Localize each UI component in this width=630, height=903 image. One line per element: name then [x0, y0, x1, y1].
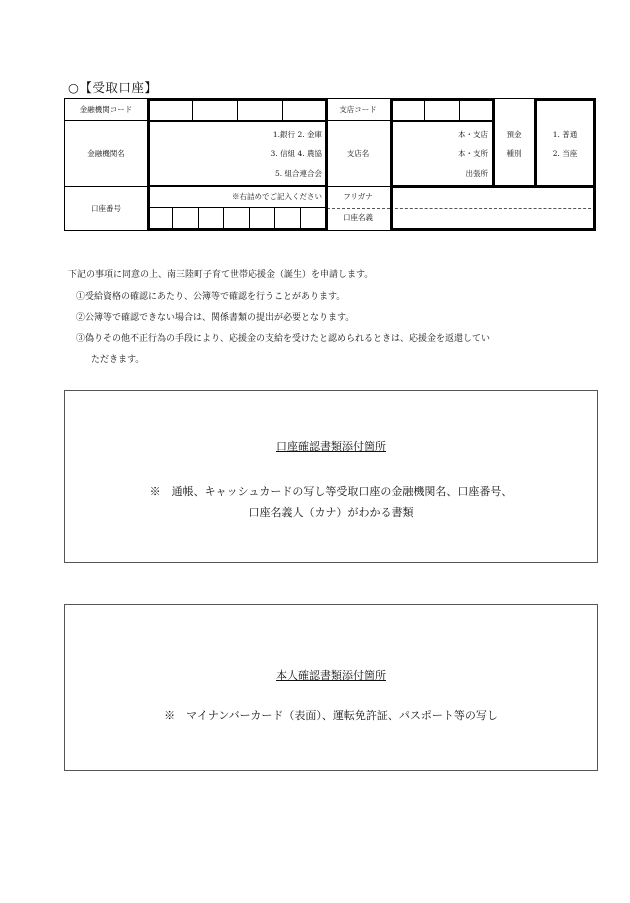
branch-name-label: 支店名	[346, 149, 370, 158]
account-document-desc-1: ※ 通帳、キャッシュカードの写し等受取口座の金融機関名、口座番号、	[149, 485, 513, 498]
section-title: ○【受取口座】	[68, 80, 158, 95]
bank-name-label: 金融機関名	[87, 149, 125, 158]
deposit-type-current: 2. 当座	[552, 149, 578, 158]
account-number-note: ※右詰めでご記入ください	[232, 192, 322, 201]
deposit-type-label-2: 種別	[506, 149, 522, 158]
id-document-desc: ※ マイナンバーカード（表面）、運転免許証、パスポート等の写し	[164, 709, 498, 722]
consent-item-2: ②公簿等で確認できない場合は、関係書類の提出が必要となります。	[76, 313, 355, 323]
account-document-desc-2: 口座名義人（カナ）がわかる書類	[248, 506, 414, 519]
account-table	[64, 98, 596, 232]
bank-code-label: 金融機関コード	[79, 105, 133, 114]
account-number-label: 口座番号	[91, 204, 121, 213]
deposit-type-ordinary: 1. 普通	[552, 130, 578, 139]
deposit-type-label-1: 預金	[506, 130, 522, 139]
account-document-attachment-box	[64, 390, 598, 563]
bank-type-3: 5. 組合連合会	[274, 169, 322, 178]
branch-code-label: 支店コード	[339, 105, 377, 114]
bank-type-2: 3. 信組 4. 農協	[270, 149, 322, 158]
consent-intro: 下記の事項に同意の上、南三陸町子育て世帯応援金（誕生）を申請します。	[68, 270, 374, 280]
holder-label: 口座名義	[343, 213, 373, 222]
consent-item-1: ①受給資格の確認にあたり、公簿等で確認を行うことがあります。	[76, 292, 346, 302]
consent-item-3: ③偽りその他不正行為の手段により、応援金の支給を受けたと認められるときは、応援金を返還してい	[76, 334, 491, 344]
branch-type-3: 出張所	[465, 169, 488, 178]
furigana-label: フリガナ	[343, 192, 373, 201]
account-document-title: 口座確認書類添付箇所	[276, 440, 386, 453]
bank-type-1: 1.銀行 2. 金庫	[272, 130, 322, 139]
id-document-attachment-box	[64, 604, 598, 771]
consent-item-3-continued: ただきます。	[91, 355, 145, 365]
branch-type-1: 本・支店	[458, 130, 488, 139]
id-document-title: 本人確認書類添付箇所	[276, 669, 386, 682]
branch-type-2: 本・支所	[458, 149, 488, 158]
